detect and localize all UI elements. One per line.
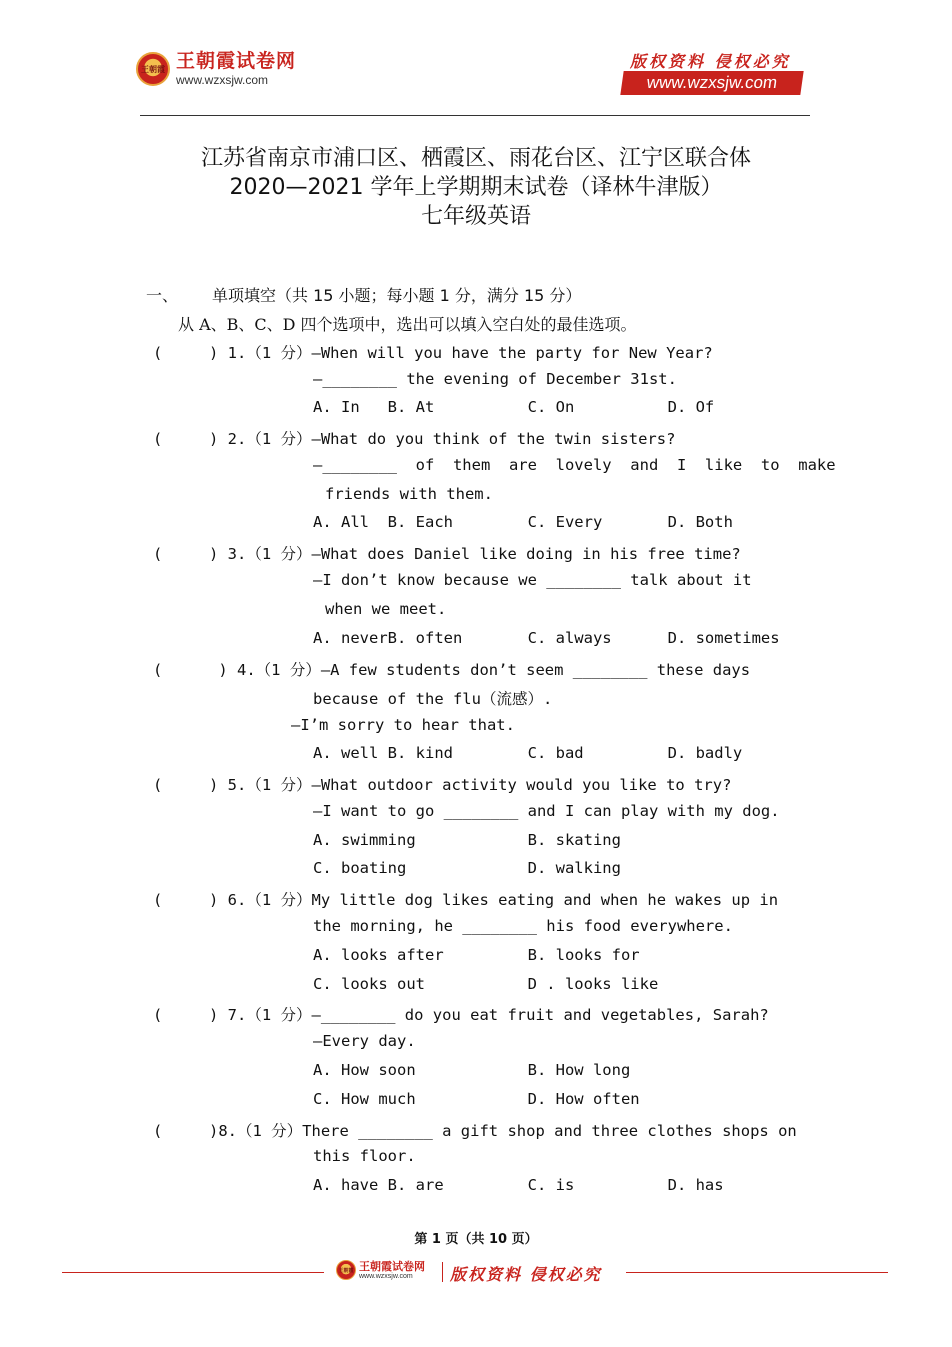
- section-instruction: 从 A、B、C、D 四个选项中，选出可以填入空白处的最佳选项。: [178, 315, 637, 334]
- question-line: —I want to go ________ and I can play with my dog.: [313, 802, 780, 820]
- answer-options: C. looks out D . looks like: [313, 975, 659, 993]
- header-divider: [140, 115, 810, 116]
- question-line: —I don’t know because we ________ talk about it: [313, 571, 752, 589]
- question-line: ( )8.（1 分）There ________ a gift shop and three clothes shops on: [153, 1122, 797, 1140]
- section-title: 单项填空（共 15 小题；每小题 1 分，满分 15 分）: [212, 286, 582, 305]
- question-line: this floor.: [313, 1147, 416, 1165]
- answer-options: A. have B. are C. is D. has: [313, 1176, 724, 1194]
- exam-title: [0, 144, 952, 231]
- answer-options: A. How soon B. How long: [313, 1061, 631, 1079]
- footer-separator: [442, 1262, 443, 1282]
- question-line: the morning, he ________ his food everywhere.: [313, 917, 733, 935]
- footer-seal-text: 王朝霞: [338, 1267, 354, 1274]
- answer-options: A. In B. At C. On D. Of: [313, 398, 715, 416]
- question-line: —Every day.: [313, 1032, 416, 1050]
- header-url-badge: www.wzxsjw.com: [620, 71, 803, 95]
- answer-options: C. How much D. How often: [313, 1090, 640, 1108]
- answer-options: A. neverB. often C. always D. sometimes: [313, 629, 780, 647]
- title-line-3: 七年级英语: [420, 204, 531, 229]
- question-line: ( ) 7.（1 分）—________ do you eat fruit and vegetables, Sarah?: [153, 1006, 769, 1024]
- question-line: ( ) 4.（1 分）—A few students don’t seem ________ these days: [153, 661, 751, 679]
- footer-divider-left: [62, 1272, 324, 1273]
- section-heading: [146, 283, 581, 306]
- footer-brand-url: www.wzxsjw.com: [359, 1272, 413, 1280]
- answer-options: A. well B. kind C. bad D. badly: [313, 744, 743, 762]
- question-line: ( ) 1.（1 分）—When will you have the party for New Year?: [153, 344, 713, 362]
- footer-brand-name: 王朝霞试卷网: [359, 1259, 425, 1273]
- page-number: 第 1 页（共 10 页）: [414, 1232, 538, 1247]
- question-line: —________ of them are lovely and I like to make: [313, 456, 836, 474]
- footer-brand-logo: [336, 1260, 425, 1280]
- title-line-1: 江苏省南京市浦口区、栖霞区、雨花台区、江宁区联合体: [200, 146, 751, 171]
- brand-name: 王朝霞试卷网: [176, 50, 297, 72]
- answer-options: A. looks after B. looks for: [313, 946, 640, 964]
- seal-text: 王朝霞: [141, 63, 165, 74]
- question-line: ( ) 2.（1 分）—What do you think of the twin sisters?: [153, 430, 676, 448]
- question-line: ( ) 5.（1 分）—What outdoor activity would you like to try?: [153, 776, 732, 794]
- question-line: ( ) 3.（1 分）—What does Daniel like doing in his free time?: [153, 545, 741, 563]
- title-line-2: 2020—2021 学年上学期期末试卷（译林牛津版）: [229, 175, 723, 200]
- answer-options: A. All B. Each C. Every D. Both: [313, 513, 733, 531]
- footer-seal-icon: [336, 1260, 356, 1280]
- question-line: —________ the evening of December 31st.: [313, 370, 677, 388]
- brand-url: www.wzxsjw.com: [176, 73, 269, 87]
- answer-options: C. boating D. walking: [313, 859, 621, 877]
- section-number: 一、: [146, 286, 179, 305]
- question-line: because of the flu（流感）.: [313, 690, 553, 708]
- brand-seal-icon: [136, 52, 170, 86]
- question-line: when we meet.: [325, 600, 447, 618]
- question-line: ( ) 6.（1 分）My little dog likes eating and when he wakes up in: [153, 891, 779, 909]
- question-line: —I’m sorry to hear that.: [291, 716, 515, 734]
- footer-slogan: 版权资料 侵权必究: [450, 1265, 602, 1284]
- footer-divider-right: [626, 1272, 888, 1273]
- question-line: friends with them.: [325, 485, 493, 503]
- header-brand-logo: [136, 52, 296, 86]
- answer-options: A. swimming B. skating: [313, 831, 621, 849]
- header-slogan: 版权资料 侵权必究: [630, 52, 791, 71]
